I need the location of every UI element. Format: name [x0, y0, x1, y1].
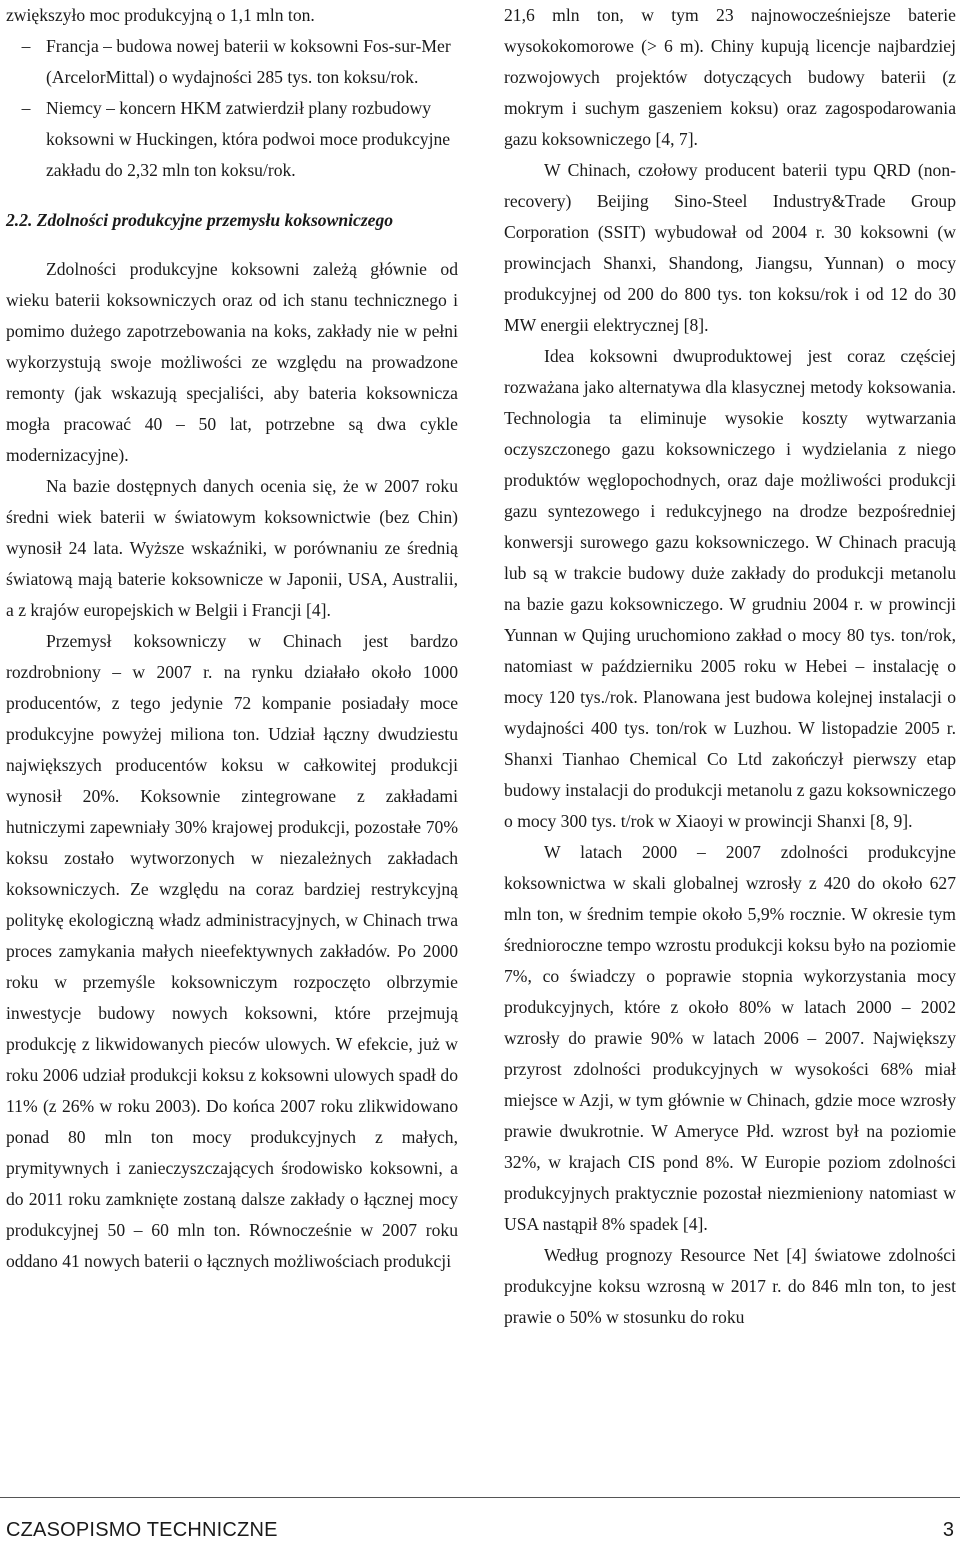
bullet-text: Francja – budowa nowej baterii w koksowni Fos-sur-Mer (ArcelorMittal) o wydajności 285 tys. ton koksu/rok.: [46, 36, 451, 87]
paragraph: W Chinach, czołowy producent baterii typu QRD (non-recovery) Beijing Sino-Steel Industry&Trade Group Corporation (SSIT) wybudował od 2004 r. 30 koksowni (w prowincjach Shanxi, Shandong, Jiangsu, Yunnan) o mocy produkcyjnej od 200 do 800 tys. ton koksu/rok i od 12 do 30 MW energii elektrycznej [8].: [504, 160, 956, 335]
paragraph: Według prognozy Resource Net [4] światowe zdolności produkcyjne koksu wzrosną w 2017 r. do 846 mln ton, to jest prawie o 50% w stosunku do roku: [504, 1245, 956, 1327]
footer-rule: [0, 1497, 960, 1498]
journal-name: CZASOPISMO TECHNICZNE: [6, 1519, 278, 1541]
bullet-item: [6, 31, 458, 93]
paragraph: Na bazie dostępnych danych ocenia się, że w 2007 roku średni wiek baterii w światowym koksownictwie (bez Chin) wynosił 24 lata. Wyższe wskaźniki, w porównaniu ze średnią światową mają baterie koksownicze w Japonii, USA, Australii, a z krajów europejskich w Belgii i Francji [4].: [6, 476, 458, 620]
paragraph: Idea koksowni dwuproduktowej jest coraz częściej rozważana jako alternatywa dla klasycznej metody koksowania. Technologia ta eliminuje wysokie koszty wytwarzania oczyszczonego gazu koksowniczego i wydzielania z niego produktów węglopochodnych, oraz daje możliwości produkcji gazu syntezowego i redukcyjnego na drodze bezpośredniej konwersji surowego gazu koksowniczego. W Chinach pracują lub są w trakcie budowy duże zakłady do produkcji metanolu na bazie gazu koksowniczego. W grudniu 2004 r. w prowincji Yunnan w Qujing uruchomiono zakład o mocy 80 tys. ton/rok, natomiast w październiku 2005 roku w Hebei – instalację o mocy 120 tys./rok. Planowana jest budowa kolejnej instalacji o wydajności 400 tys. ton/rok w Luzhou. W listopadzie 2005 r. Shanxi Tianhao Chemical Co Ltd zakończył pierwszy etap budowy instalacji do produkcji metanolu z gazu koksowniczego o mocy 300 tys. t/rok w Xiaoyi w prowincji Shanxi [8, 9].: [504, 346, 956, 831]
bullet-text: Niemcy – koncern HKM zatwierdził plany rozbudowy koksowni w Huckingen, która podwoi moce produkcyjne zakładu do 2,32 mln ton koksu/rok.: [46, 98, 451, 180]
intro-line: zwiększyło moc produkcyjną o 1,1 mln ton.: [6, 5, 315, 25]
paragraph: Zdolności produkcyjne koksowni zależą głównie od wieku baterii koksowniczych oraz od ich stanu technicznego i pomimo dużego zapotrzebowania na koks, zakłady nie w pełni wykorzystują swoje możliwości ze względu na prowadzone remonty (jak wskazują specjaliści, aby bateria koksownicza mogła pracować 40 – 50 lat, potrzebne są dwa cykle modernizacyjne).: [6, 259, 458, 465]
paragraph-continuation: 21,6 mln ton, w tym 23 najnowocześniejsze baterie wysokokomorowe (> 6 m). Chiny kupują licencje najbardziej rozwojowych projektów dotyczących budowy baterii (z mokrym i suchym gaszeniem koksu) oraz zagospodarowania gazu koksowniczego [4, 7].: [504, 5, 956, 149]
bullet-dash: –: [21, 36, 31, 56]
bullet-item: [6, 93, 458, 186]
paragraph: W latach 2000 – 2007 zdolności produkcyjne koksownictwa w skali globalnej wzrosły z 420 do około 627 mln ton, w średnim tempie około 5,9% rocznie. W okresie tym średnioroczne tempo wzrostu produkcji koksu było na poziomie 7%, co świadczy o poprawie stopnia wykorzystania mocy produkcyjnych, które z około 80% w latach 2000 – 2002 wzrosły do prawie 90% w latach 2006 – 2007. Największy przyrost zdolności produkcyjnych w wysokości 68% miał miejsce w Azji, w tym głównie w Chinach, gdzie moce wzrosły prawie dwukrotnie. W Ameryce Płd. wzrost był na poziomie 32%, w krajach CIS pond 8%. W Europie poziom zdolności produkcyjnych praktycznie pozostał niezmieniony natomiast w USA nastąpił 8% spadek [4].: [504, 842, 956, 1234]
page-number: 3: [942, 1519, 954, 1541]
section-heading: 2.2. Zdolności produkcyjne przemysłu koksowniczego: [6, 210, 394, 230]
right-column: [504, 0, 956, 1333]
left-column: [6, 0, 458, 1277]
paragraph: Przemysł koksowniczy w Chinach jest bardzo rozdrobniony – w 2007 r. na rynku działało około 1000 producentów, z tego jedynie 72 kompanie posiadały moce produkcyjne powyżej miliona ton. Udział łączny dwudziestu największych producentów koksu w całkowitej produkcji wynosił 20%. Koksownie zintegrowane z zakładami hutniczymi zapewniały 30% krajowej produkcji, pozostałe 70% koksu zostało wytworzonych w niezależnych zakładach koksowniczych. Ze względu na coraz bardziej restrykcyjną politykę ekologiczną władz administracyjnych, w Chinach trwa proces zamykania małych nieefektywnych zakładów. Po 2000 roku w przemyśle koksowniczym rozpoczęto olbrzymie inwestycje budowy nowych koksowni, które przejmują produkcję z likwidowanych pieców ulowych. W efekcie, już w roku 2006 udział produkcji koksu z koksowni ulowych spadł do 11% (z 26% w roku 2003). Do końca 2007 roku zlikwidowano ponad 80 mln ton mocy produkcyjnych z małych, prymitywnych i zanieczyszczających środowisko koksowni, a do 2011 roku zamknięte zostaną dalsze zakłady o łącznej mocy produkcyjnej 50 – 60 mln ton. Równocześnie w 2007 roku oddano 41 nowych baterii o łącznych możliwościach produkcji: [6, 631, 458, 1271]
bullet-dash: –: [21, 98, 31, 118]
